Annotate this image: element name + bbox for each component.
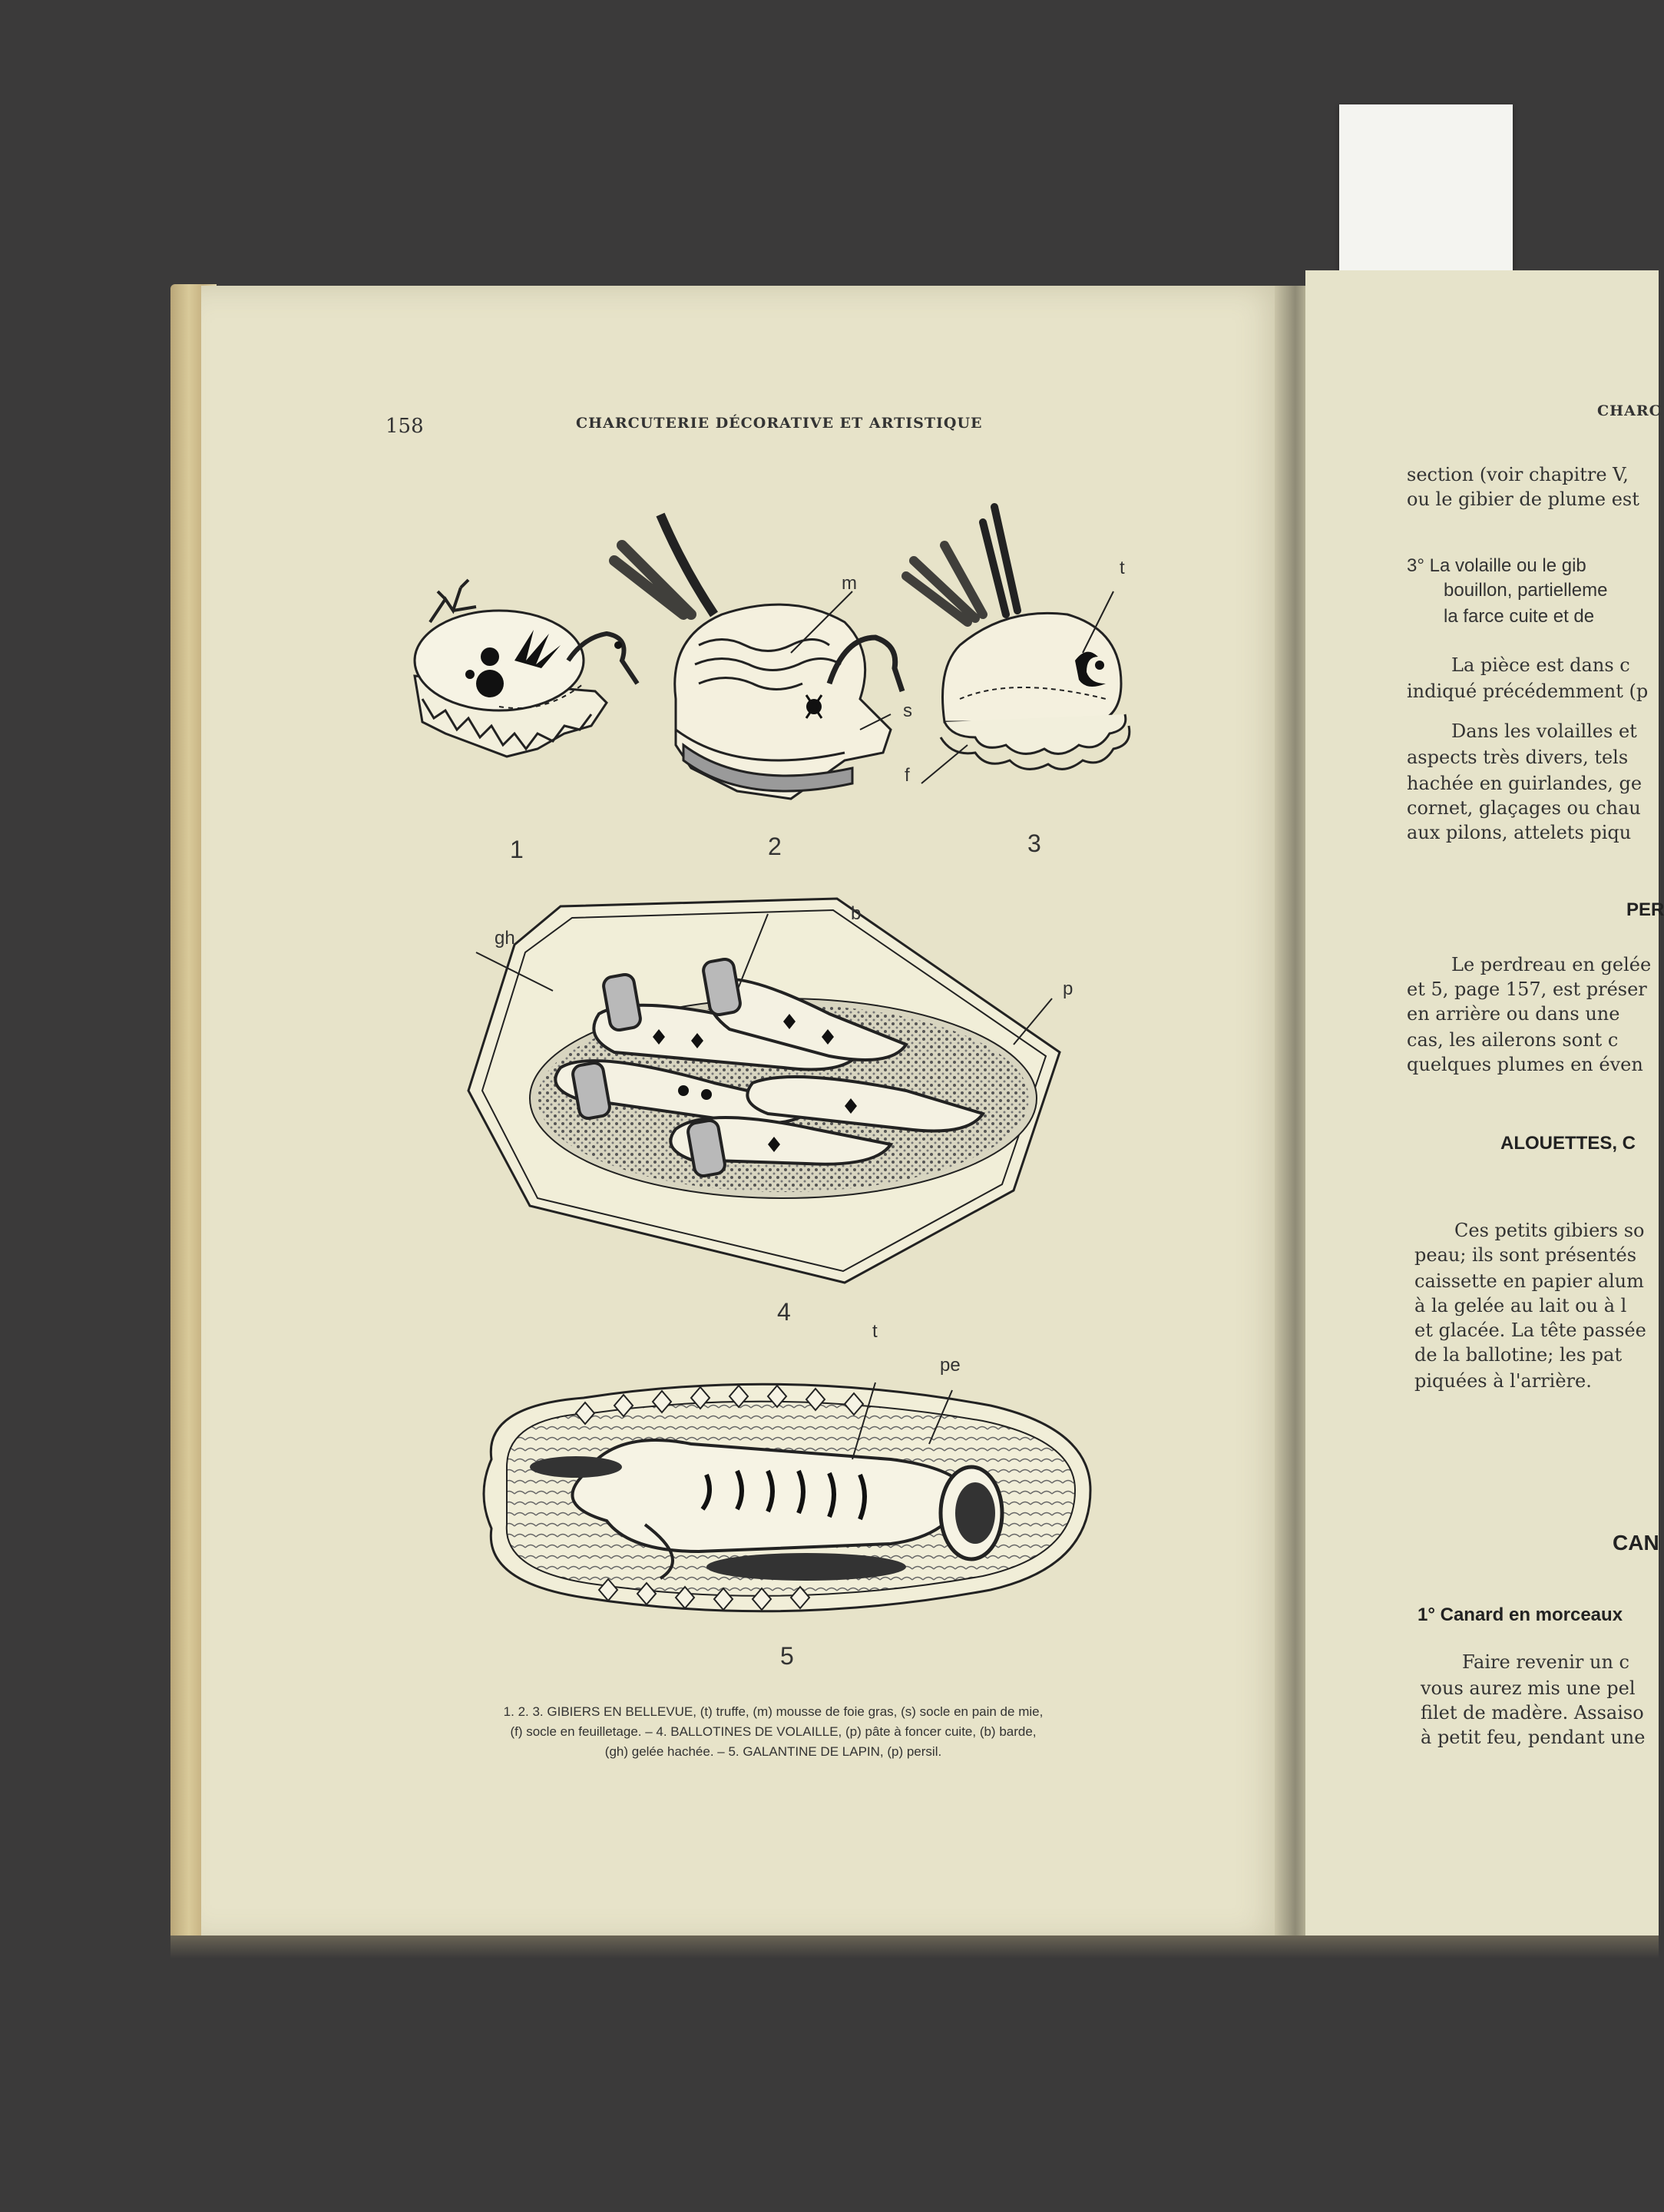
right-running-head: CHARC xyxy=(1597,402,1662,419)
right-line: peau; ils sont présentés xyxy=(1414,1244,1637,1266)
right-line: Le perdreau en gelée xyxy=(1451,954,1652,975)
label-b: b xyxy=(851,903,862,924)
right-line: filet de madère. Assaiso xyxy=(1421,1702,1644,1724)
right-heading: PER xyxy=(1626,899,1664,920)
right-line: la farce cuite et de xyxy=(1444,606,1595,627)
right-line: quelques plumes en éven xyxy=(1407,1054,1643,1075)
label-s: s xyxy=(903,700,912,721)
caption-line-3: (gh) gelée hachée. – 5. GALANTINE DE LAPIN, (p) persil. xyxy=(604,1744,942,1759)
label-m: m xyxy=(842,573,857,594)
label-t: t xyxy=(1120,558,1125,578)
figure-3-illustration xyxy=(898,492,1144,799)
right-line: hachée en guirlandes, ge xyxy=(1407,773,1642,794)
caption-line-1: 1. 2. 3. GIBIERS EN BELLEVUE, (t) truffe, (m) mousse de foie gras, (s) socle en pain de mie, xyxy=(503,1704,1044,1719)
figure-number-5: 5 xyxy=(780,1642,794,1670)
right-line: ou le gibier de plume est xyxy=(1407,488,1639,510)
label-p: p xyxy=(1063,979,1073,999)
label-gh: gh xyxy=(495,928,515,949)
label-t-fig5: t xyxy=(872,1321,878,1342)
figure-number-2: 2 xyxy=(768,833,782,860)
right-line: et 5, page 157, est préser xyxy=(1407,979,1647,1000)
right-line: La pièce est dans c xyxy=(1451,654,1630,676)
right-line: piquées à l'arrière. xyxy=(1414,1370,1592,1392)
right-line: à petit feu, pendant une xyxy=(1421,1727,1646,1748)
right-subheading: 1° Canard en morceaux xyxy=(1418,1604,1623,1625)
figure-2-illustration xyxy=(599,499,914,814)
book-bottom-shadow xyxy=(170,1936,1659,1959)
right-line: cas, les ailerons sont c xyxy=(1407,1029,1619,1051)
right-line: en arrière ou dans une xyxy=(1407,1003,1620,1025)
figure-5-illustration xyxy=(461,1359,1098,1636)
figure-4-illustration xyxy=(461,899,1098,1298)
right-line: aux pilons, attelets piqu xyxy=(1407,822,1632,843)
right-line: caissette en papier alum xyxy=(1414,1270,1644,1292)
figure-number-4: 4 xyxy=(777,1298,791,1326)
right-line: bouillon, partielleme xyxy=(1444,580,1608,601)
label-f: f xyxy=(905,765,910,786)
right-line: Faire revenir un c xyxy=(1462,1651,1629,1673)
figure-number-3: 3 xyxy=(1027,830,1041,857)
right-line: Ces petits gibiers so xyxy=(1454,1220,1645,1241)
right-line: Dans les volailles et xyxy=(1451,720,1637,742)
bookmark-slip xyxy=(1339,104,1513,273)
right-line: de la ballotine; les pat xyxy=(1414,1344,1623,1366)
figure-caption xyxy=(384,1702,1163,1762)
right-heading: CAN xyxy=(1613,1531,1659,1555)
right-line: à la gelée au lait ou à l xyxy=(1414,1295,1627,1316)
caption-line-2: (f) socle en feuilletage. – 4. BALLOTINES DE VOLAILLE, (p) pâte à foncer cuite, (b) barde, xyxy=(510,1724,1037,1739)
right-line: 3° La volaille ou le gib xyxy=(1407,555,1586,576)
right-heading: ALOUETTES, C xyxy=(1500,1133,1636,1154)
right-line: section (voir chapitre V, xyxy=(1407,464,1629,485)
right-line: aspects très divers, tels xyxy=(1407,747,1629,768)
right-line: et glacée. La tête passée xyxy=(1414,1320,1646,1341)
label-pe: pe xyxy=(940,1355,961,1376)
page-number: 158 xyxy=(385,415,424,438)
running-head: CHARCUTERIE DÉCORATIVE ET ARTISTIQUE xyxy=(576,415,983,432)
figure-number-1: 1 xyxy=(510,836,524,863)
right-line: indiqué précédemment (p xyxy=(1407,680,1649,702)
right-line: cornet, glaçages ou chau xyxy=(1407,797,1641,819)
right-line: vous aurez mis une pel xyxy=(1421,1677,1636,1699)
